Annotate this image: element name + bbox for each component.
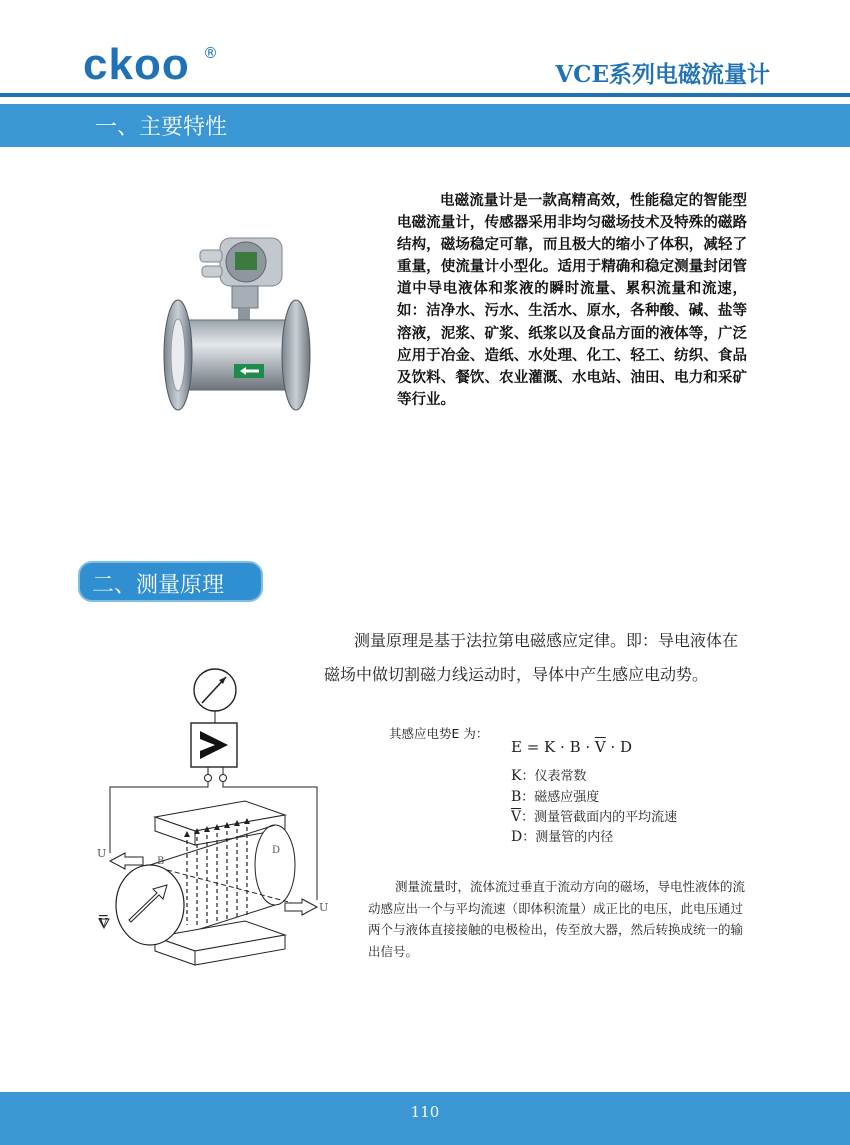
principle-line-1: 测量原理是基于法拉第电磁感应定律。即：导电液体在 <box>354 631 739 650</box>
flowmeter-photo <box>162 230 312 428</box>
series-title: VCE系列电磁流量计 <box>555 61 770 88</box>
section1-title: 一、主要特性 <box>95 115 228 140</box>
measurement-principle-diagram <box>95 665 335 985</box>
measurement-paragraph: 测量流量时，流体流过垂直于流动方向的磁场，导电性液体的流动感应出一个与平均流速（即体积流量）成正比的电压，此电压通过两个与液体直接接触的电极检出，传至放大器，然后转换成统一的输出信号。 <box>368 879 746 959</box>
svg-text:V: V <box>99 916 108 930</box>
registered-mark: ® <box>203 44 218 62</box>
section2-title: 二、测量原理 <box>92 573 225 598</box>
brand-logo: ckoo <box>83 40 190 89</box>
svg-text:B: B <box>157 856 165 867</box>
page-number: 110 <box>410 1103 440 1121</box>
definition-k: K：仪表常数 <box>511 768 587 784</box>
definition-v: $\overline{V}$：测量管截面内的平均流速 <box>511 809 678 825</box>
svg-text:U: U <box>319 901 329 914</box>
emf-intro: 其感应电势E 为： <box>389 726 489 741</box>
principle-line-2: 磁场中做切割磁力线运动时，导体中产生感应电动势。 <box>324 665 709 684</box>
svg-text:U: U <box>97 847 107 860</box>
header-rule <box>0 93 850 97</box>
emf-formula: $E = K \cdot B \cdot \overline{V} \cdot D$ <box>511 738 633 756</box>
amplifier-icon <box>191 723 237 767</box>
definition-b: B：磁感应强度 <box>511 789 600 805</box>
svg-text:D: D <box>272 845 281 856</box>
definition-d: D：测量管的内径 <box>511 829 614 845</box>
intro-paragraph: 电磁流量计是一款高精高效，性能稳定的智能型电磁流量计，传感器采用非均匀磁场技术及特殊的磁路结构，磁场稳定可靠，而且极大的缩小了体积，减轻了重量，使流量计小型化。适用于精确和稳定测量封闭管道中导电液体和浆液的瞬时流量、累积流量和流速，如：洁净水、污水、生活水、原水，各种酸、碱、盐等溶液，泥浆、矿浆、纸浆以及食品方面的液体等，广泛应用于冶金、造纸、水处理、化工、轻工、纺织、食品及饮料、餐饮、农业灌溉、水电站、油田、电力和采矿等行业。 <box>397 193 747 408</box>
